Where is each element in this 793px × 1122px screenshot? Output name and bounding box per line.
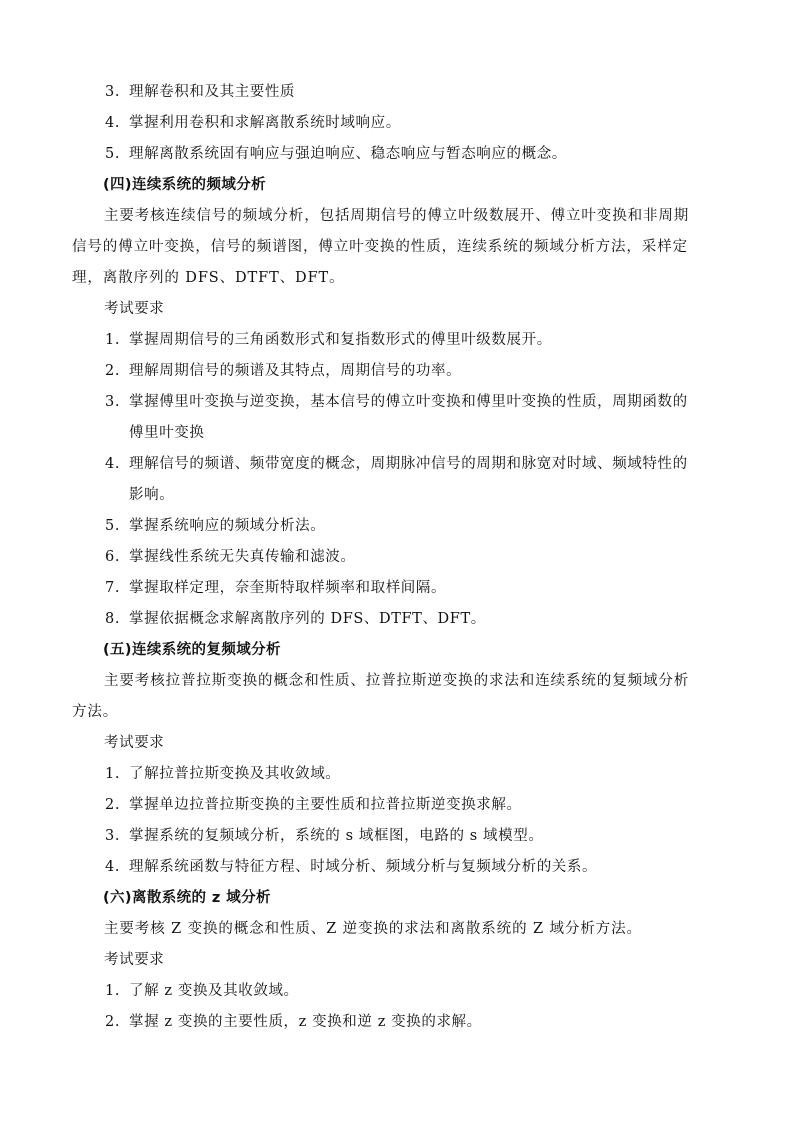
item-number: 1. [105, 983, 121, 999]
list-item [105, 981, 299, 1001]
item-number: 4. [105, 115, 121, 131]
list-item [105, 113, 401, 133]
list-item [105, 826, 543, 846]
item-number: 5. [105, 146, 121, 162]
list-item [105, 547, 356, 567]
item-number: 2. [105, 1014, 121, 1030]
list-item-continuation: 影响。 [129, 487, 175, 503]
item-text: 理解离散系统固有响应与强迫响应、稳态响应与暂态响应的概念。 [129, 146, 567, 162]
paragraph-line: 主要考核拉普拉斯变换的概念和性质、拉普拉斯逆变换的求法和连续系统的复频域分析 [104, 673, 690, 689]
list-item [105, 330, 552, 350]
item-number: 4. [105, 456, 121, 472]
item-text: 掌握 z 变换的主要性质，z 变换和逆 z 变换的求解。 [129, 1014, 482, 1030]
list-item [105, 516, 325, 536]
paragraph-line: 主要考核连续信号的频域分析，包括周期信号的傅立叶级数展开、傅立叶变换和非周期 [104, 208, 690, 224]
item-number: 3. [105, 828, 121, 844]
requirements-label: 考试要求 [104, 735, 165, 751]
list-item [105, 454, 688, 474]
item-text: 理解系统函数与特征方程、时域分析、频域分析与复频域分析的关系。 [129, 859, 598, 875]
requirements-label: 考试要求 [104, 301, 165, 317]
paragraph-line: 主要考核 Z 变换的概念和性质、Z 逆变换的求法和离散系统的 Z 域分析方法。 [104, 921, 642, 937]
item-text: 掌握系统的复频域分析，系统的 s 域框图，电路的 s 域模型。 [129, 828, 544, 844]
list-item [105, 857, 597, 877]
item-number: 2. [105, 363, 121, 379]
item-number: 3. [105, 394, 121, 410]
paragraph-line: 信号的傅立叶变换，信号的频谱图，傅立叶变换的性质，连续系统的频域分析方法，采样定 [72, 239, 688, 255]
item-text: 了解 z 变换及其收敛域。 [129, 983, 299, 999]
item-text: 掌握线性系统无失真传输和滤波。 [129, 549, 356, 565]
list-item [105, 764, 340, 784]
paragraph-line: 方法。 [72, 704, 119, 720]
section-heading: (五)连续系统的复频域分析 [103, 642, 281, 658]
list-item [105, 144, 567, 164]
item-text: 理解信号的频谱、频带宽度的概念，周期脉冲信号的周期和脉宽对时域、频域特性的 [129, 456, 688, 472]
item-number: 1. [105, 332, 121, 348]
item-text: 掌握单边拉普拉斯变换的主要性质和拉普拉斯逆变换求解。 [129, 797, 522, 813]
item-number: 7. [105, 580, 121, 596]
item-text: 理解卷积和及其主要性质 [129, 84, 296, 100]
list-item [105, 795, 522, 815]
paragraph-line: 理，离散序列的 DFS、DTFT、DFT。 [72, 270, 345, 286]
item-text: 掌握周期信号的三角函数形式和复指数形式的傅里叶级数展开。 [129, 332, 552, 348]
section-heading: (六)离散系统的 z 域分析 [103, 890, 271, 906]
item-text: 掌握利用卷积和求解离散系统时域响应。 [129, 115, 401, 131]
item-text: 理解周期信号的频谱及其特点，周期信号的功率。 [129, 363, 462, 379]
item-number: 6. [105, 549, 121, 565]
list-item [105, 609, 486, 629]
item-number: 3. [105, 84, 121, 100]
list-item [105, 392, 688, 412]
item-number: 2. [105, 797, 121, 813]
requirements-label: 考试要求 [104, 952, 165, 968]
item-number: 1. [105, 766, 121, 782]
item-text: 掌握系统响应的频域分析法。 [129, 518, 326, 534]
item-text: 掌握取样定理，奈奎斯特取样频率和取样间隔。 [129, 580, 447, 596]
item-number: 8. [105, 611, 121, 627]
list-item [105, 361, 461, 381]
item-text: 掌握傅里叶变换与逆变换，基本信号的傅立叶变换和傅里叶变换的性质，周期函数的 [129, 394, 688, 410]
item-text: 了解拉普拉斯变换及其收敛域。 [129, 766, 341, 782]
item-number: 5. [105, 518, 121, 534]
list-item-continuation: 傅里叶变换 [129, 425, 205, 441]
item-text: 掌握依据概念求解离散序列的 DFS、DTFT、DFT。 [129, 611, 486, 627]
list-item [105, 578, 446, 598]
list-item [105, 1012, 482, 1032]
list-item [105, 82, 295, 102]
item-number: 4. [105, 859, 121, 875]
section-heading: (四)连续系统的频域分析 [103, 177, 267, 193]
